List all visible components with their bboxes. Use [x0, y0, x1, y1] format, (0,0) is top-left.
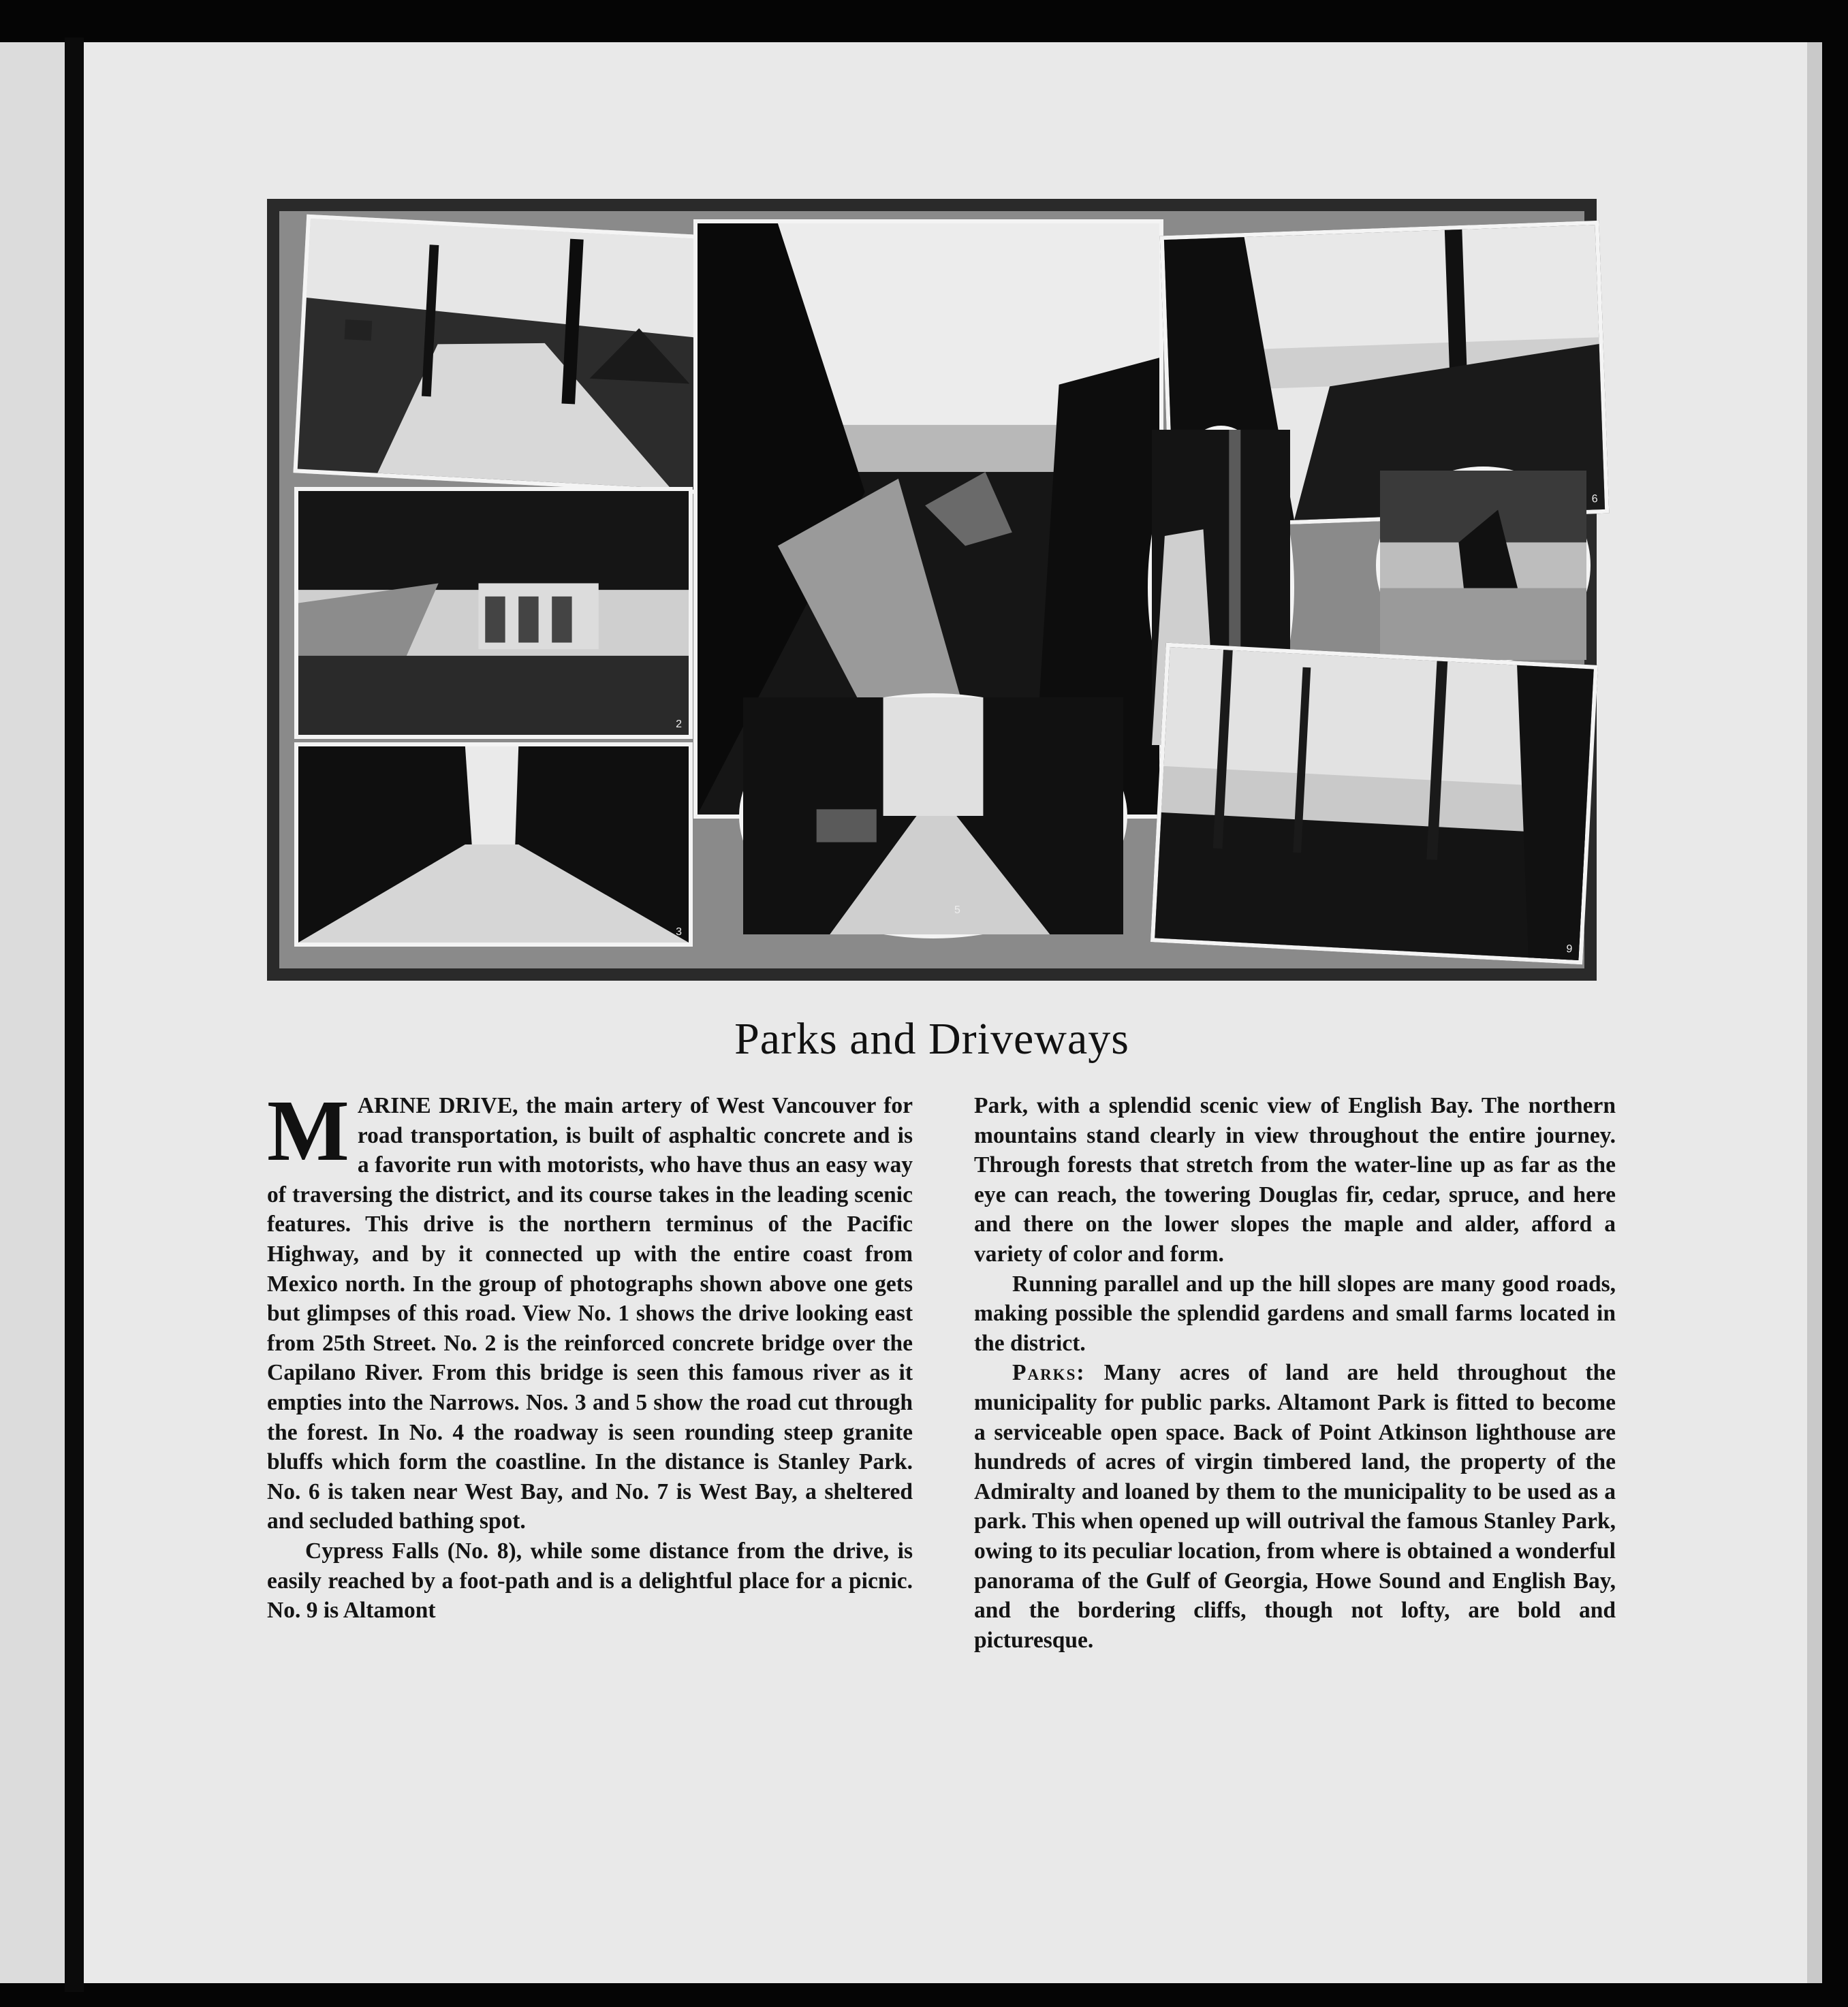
- photo-3-number: 3: [676, 926, 682, 938]
- photo-7-west-bay-oval: [1376, 467, 1591, 664]
- photo-2-number: 2: [676, 718, 682, 730]
- paragraph-parks: [974, 1358, 1616, 1655]
- previous-page-edge: [0, 42, 65, 1983]
- paragraph-altamont-continued: Park, with a splendid scenic view of English Bay. The northern mountains stand clearly in view throughout the entire journey. Through forests that stretch from the water-line up as far as the eye can reach, the towering Douglas fir, cedar, spruce, and here and there on the lower slopes the maple and alder, afford a variety of color and form.: [974, 1093, 1616, 1267]
- article-right-column: [974, 1091, 1616, 1655]
- photo-5-number: 5: [954, 904, 960, 916]
- photo-1-marine-drive-east: [293, 215, 711, 494]
- photo-9-altamont-park: [1150, 643, 1598, 965]
- book-gutter: [65, 37, 84, 1992]
- photo-5-oval-forest-road: [739, 693, 1127, 938]
- drop-cap: M: [267, 1082, 349, 1179]
- photo-3-forest-road: [294, 742, 693, 947]
- photo-collage: [267, 199, 1597, 981]
- collage-background: [279, 211, 1598, 968]
- page-right-edge: [1807, 42, 1822, 1983]
- photo-6-number: 6: [1591, 493, 1598, 505]
- paragraph-marine-drive-text: ARINE DRIVE, the main artery of West Vancouver for road transportation, is built of asphaltic concrete and is a favorite run with motorists, who have thus an easy way of traversing the district, and its course takes in the leading scenic features. This drive is the northern terminus of the Pacific Highway, and by it connected up with the entire coast from Mexico north. In the group of photographs shown above one gets but glimpses of this road. View No. 1 shows the drive looking east from 25th Street. No. 2 is the reinforced concrete bridge over the Capilano River. From this bridge is seen this famous river as it empties into the Narrows. Nos. 3 and 5 show the road cut through the forest. In No. 4 the roadway is seen rounding steep granite bluffs which form the coastline. In the distance is Stanley Park. No. 6 is taken near West Bay, and No. 7 is West Bay, a sheltered and secluded bathing spot.: [267, 1093, 913, 1534]
- photo-9-number: 9: [1565, 943, 1573, 955]
- paragraph-cypress-falls: Cypress Falls (No. 8), while some distance from the drive, is easily reached by a foot-path and is a delightful place for a picnic. No. 9 is Altamont: [267, 1538, 913, 1624]
- article-left-column: [267, 1082, 913, 1626]
- parks-label: Parks:: [1012, 1360, 1086, 1386]
- paragraph-parks-text: Many acres of land are held throughout the municipality for public parks. Altamont Park is fitted to become a serviceable open space. Back of Point Atkinson lighthouse are hundreds of acres of virgin timbered land, the property of the Admiralty and loaned by them to the municipality to be used as a park. This when opened up will outrival the famous Stanley Park, owing to its peculiar location, from where is obtained a wonderful panorama of the Gulf of Georgia, Howe Sound and English Bay, and the bordering cliffs, though not lofty, are bold and picturesque.: [974, 1360, 1616, 1653]
- photo-2-capilano-bridge: [294, 487, 693, 739]
- paragraph-marine-drive: [267, 1082, 913, 1536]
- article-title: Parks and Driveways: [734, 1014, 1129, 1064]
- paragraph-hill-roads: Running parallel and up the hill slopes are many good roads, making possible the splendid gardens and small farms located in the district.: [974, 1271, 1616, 1356]
